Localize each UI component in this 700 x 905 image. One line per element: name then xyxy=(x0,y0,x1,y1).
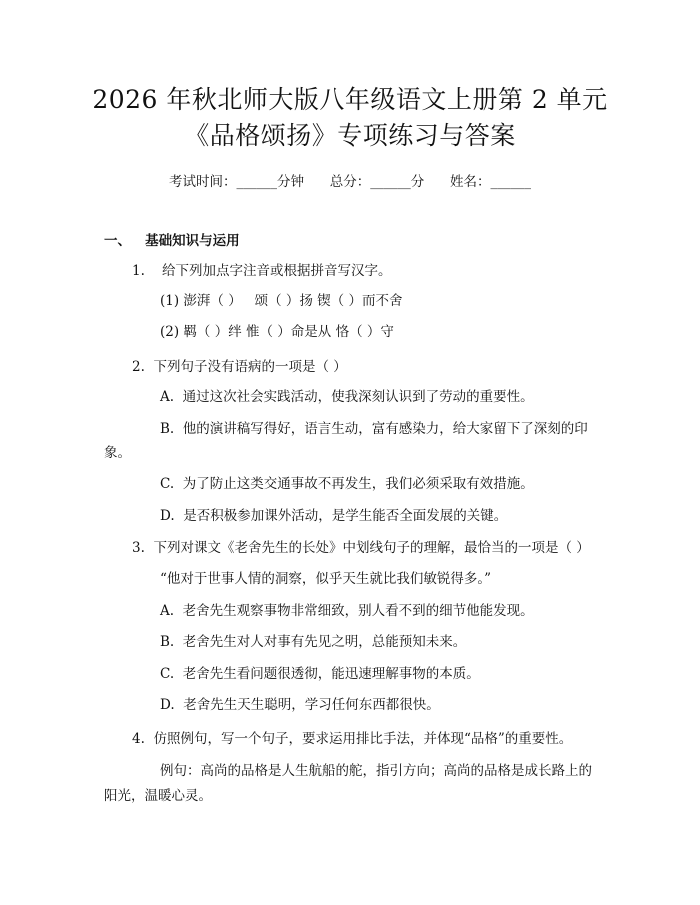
question-2-option-b: B. 他的演讲稿写得好，语言生动，富有感染力，给大家留下了深刻的印 xyxy=(160,421,588,437)
section-heading: 一、 基础知识与运用 xyxy=(104,233,240,249)
question-3-option-d: D. 老舍先生天生聪明，学习任何东西都很快。 xyxy=(160,697,440,713)
question-2-option-b-continued: 象。 xyxy=(104,445,131,461)
question-1-item-2: (2) 羁（ ）绊 惟（ ）命是从 恪（ ）守 xyxy=(160,324,394,340)
document-title-line1: 2026 年秋北师大版八年级语文上册第 2 单元 xyxy=(92,85,608,114)
question-3-stem: 3. 下列对课文《老舍先生的长处》中划线句子的理解，最恰当的一项是（ ） xyxy=(132,540,590,556)
question-4-stem: 4. 仿照例句，写一个句子，要求运用排比手法，并体现“品格”的重要性。 xyxy=(132,731,573,747)
question-2-option-a: A. 通过这次社会实践活动，使我深刻认识到了劳动的重要性。 xyxy=(160,389,534,405)
question-2-option-d: D. 是否积极参加课外活动，是学生能否全面发展的关键。 xyxy=(160,508,508,524)
document-title-line2: 《品格颂扬》专项练习与答案 xyxy=(184,121,516,150)
question-3-option-a: A. 老舍先生观察事物非常细致，别人看不到的细节他能发现。 xyxy=(160,603,534,619)
question-2-option-c: C. 为了防止这类交通事故不再发生，我们必须采取有效措施。 xyxy=(160,476,534,492)
question-1-item-1: (1) 澎湃（ ） 颂（ ）扬 锲（ ）而不舍 xyxy=(160,293,403,309)
question-3-option-c: C. 老舍先生看问题很透彻，能迅速理解事物的本质。 xyxy=(160,666,480,682)
question-3-quote: “他对于世事人情的洞察，似乎天生就比我们敏锐得多。” xyxy=(160,571,492,587)
question-4-example: 例句：高尚的品格是人生航船的舵，指引方向；高尚的品格是成长路上的 xyxy=(160,763,592,779)
question-4-example-continued: 阳光，温暖心灵。 xyxy=(104,788,212,804)
question-1-stem: 1. 给下列加点字注音或根据拼音写汉字。 xyxy=(132,263,392,279)
exam-info: 考试时间：______分钟 总分：______分 姓名：______ xyxy=(169,174,531,190)
question-2-stem: 2. 下列句子没有语病的一项是（ ） xyxy=(132,359,347,375)
question-3-option-b: B. 老舍先生对人对事有先见之明，总能预知未来。 xyxy=(160,634,467,650)
